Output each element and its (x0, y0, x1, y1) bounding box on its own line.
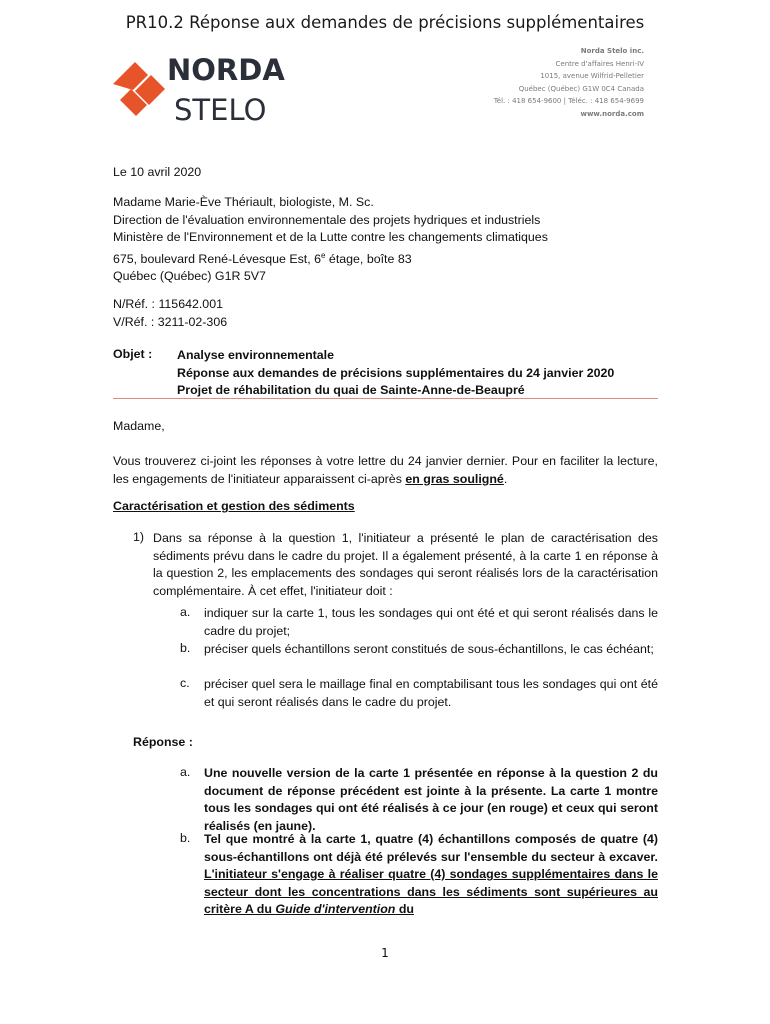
response-item-letter: a. (180, 765, 191, 779)
our-reference: N/Réf. : 115642.001 (113, 297, 223, 311)
subject-line: Projet de réhabilitation du quai de Sainte-Anne-de-Beaupré (177, 383, 525, 397)
subject-divider (113, 398, 658, 399)
company-line: Centre d'affaires Henri-IV (555, 59, 644, 68)
subject-lines (177, 347, 614, 400)
salutation: Madame, (113, 419, 165, 433)
response-item-text: Une nouvelle version de la carte 1 présentée en réponse à la question 2 du document de réponse précédent est jointe à la présente. La carte 1 montre tous les sondages qui ont été réalisés à ce jour (en rouge) et ceux qui seront réalisés (en jaune). (204, 766, 658, 833)
subject-line: Réponse aux demandes de précisions supplémentaires du 24 janvier 2020 (177, 365, 615, 380)
section-heading: Caractérisation et gestion des sédiments (113, 499, 355, 513)
question-number: 1) (133, 530, 145, 544)
recipient-city: Québec (Québec) G1R 5V7 (113, 269, 266, 284)
your-reference: V/Réf. : 3211-02-306 (113, 314, 228, 329)
intro-paragraph: Vous trouverez ci-joint les réponses à votre lettre du 24 janvier dernier. Pour en faciliter la lecture, les engagements de l'initiateur apparaissent ci-après en gras souligné. (113, 454, 658, 486)
question-item-letter: b. (180, 641, 191, 655)
question-item-text: préciser quels échantillons seront constitués de sous-échantillons, le cas échéant; (204, 642, 654, 656)
recipient-line: Ministère de l'Environnement et de la Lutte contre les changements climatiques (113, 230, 548, 244)
company-line: Tél. : 418 654-9600 | Téléc. : 418 654-9699 (493, 97, 644, 105)
question-item-letter: a. (180, 605, 191, 619)
question-text: Dans sa réponse à la question 1, l'initiateur a présenté le plan de caractérisation des sédiments prévu dans le cadre du projet. Il a également présenté, à la carte 1 en réponse à la question 2, les emplacements des sondages qui seront réalisés lors de la caractérisation complémentaire. À cet effet, l'initiateur doit : (153, 531, 658, 598)
logo-word-stelo: STELO (174, 93, 267, 126)
letter-date: Le 10 avril 2020 (113, 165, 202, 179)
response-item-letter: b. (180, 831, 191, 845)
company-line: 1015, avenue Wilfrid-Pelletier (540, 72, 644, 80)
guide-title: Guide d'intervention (275, 902, 396, 916)
company-website: www.norda.com (580, 109, 644, 118)
question-item-text: préciser quel sera le maillage final en comptabilisant tous les sondages qui ont été et qui seront réalisés dans le cadre du projet. (204, 677, 658, 709)
response-label: Réponse : (133, 735, 193, 749)
commitment-text: L'initiateur s'engage à réaliser quatre (4) sondages supplémentaires dans le secteur dont les concentrations dans les sédiments sont supérieures au critère A du (204, 867, 658, 916)
subject-line: Analyse environnementale (177, 348, 335, 362)
subject-label: Objet : (113, 347, 153, 361)
page-number: 1 (381, 946, 389, 960)
recipient-address: 675, boulevard René-Lévesque Est, 6e étage, boîte 83 (113, 250, 412, 266)
logo-word-norda: NORDA (167, 54, 285, 87)
question-item-letter: c. (180, 676, 190, 690)
recipient-line: Direction de l'évaluation environnementale des projets hydriques et industriels (113, 212, 541, 227)
question-item-text: indiquer sur la carte 1, tous les sondages qui ont été et qui seront réalisés dans le cadre du projet; (204, 606, 658, 638)
document-header-title: PR10.2 Réponse aux demandes de précisions supplémentaires (125, 13, 645, 32)
recipient-block (113, 194, 548, 286)
references (113, 296, 227, 331)
response-item-text: Tel que montré à la carte 1, quatre (4) échantillons composés de quatre (4) sous-échantillons ont déjà été prélevés sur l'ensemble du secteur à excaver. L'initiateur s'engage à réaliser quatre (4) sondages supplémentaires dans le secteur dont les concentrations dans les sédiments sont supérieures au critère A du Guide d'intervention du (204, 832, 658, 916)
company-line: Québec (Québec) G1W 0C4 Canada (518, 84, 644, 93)
company-name: Norda Stelo inc. (580, 47, 644, 55)
company-address-block (494, 45, 644, 120)
recipient-line: Madame Marie-Ève Thériault, biologiste, M. Sc. (113, 195, 374, 209)
emphasis-example: en gras souligné (405, 471, 504, 486)
norda-stelo-logo (111, 54, 291, 126)
